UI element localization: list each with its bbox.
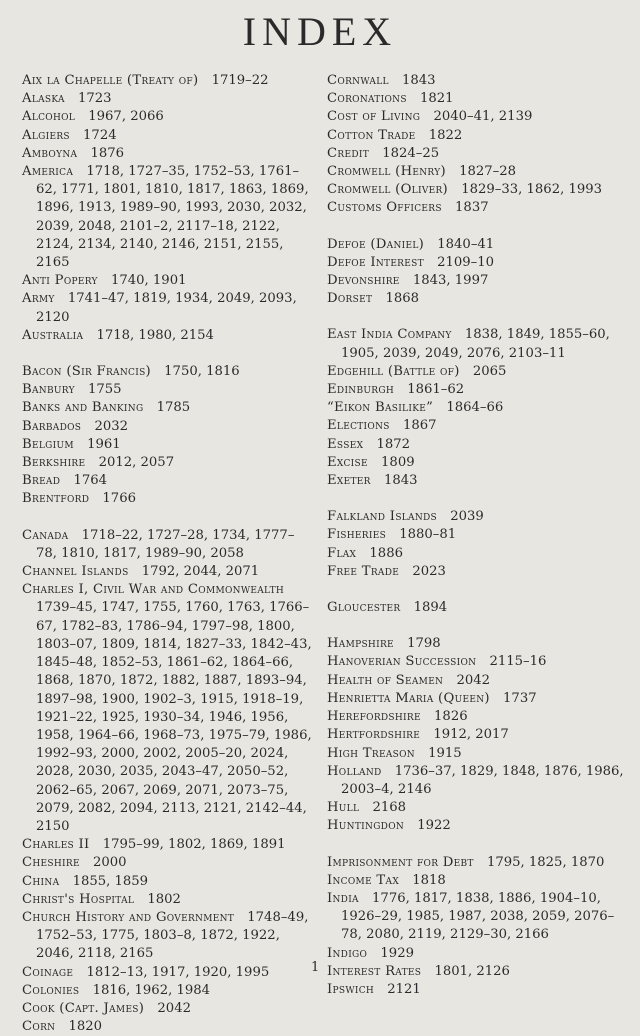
index-refs: 1855, 1859 — [72, 873, 149, 889]
index-refs: 1843 — [383, 473, 418, 489]
index-term: Excise — [327, 454, 368, 470]
index-refs: 1818 — [412, 872, 446, 888]
index-term: Algiers — [22, 127, 70, 143]
index-entry — [22, 436, 314, 454]
index-entry — [327, 290, 632, 308]
index-term: Essex — [327, 436, 364, 452]
index-refs: 1764 — [73, 473, 108, 489]
index-term: Exeter — [327, 473, 371, 489]
index-refs: 1826 — [434, 709, 468, 725]
index-refs: 1795, 1825, 1870 — [486, 854, 605, 870]
index-entry — [327, 981, 632, 999]
index-refs: 2000 — [93, 855, 127, 871]
index-refs: 1719–22 — [211, 73, 269, 88]
index-term: Christ's Hospital — [22, 891, 135, 907]
index-refs: 1861–62 — [407, 382, 465, 398]
index-refs: 1737 — [503, 690, 537, 706]
index-entry — [22, 399, 314, 417]
index-refs: 2032 — [94, 418, 128, 434]
section-gap — [327, 581, 632, 599]
index-term: East India Company — [327, 327, 452, 343]
index-refs: 1798 — [407, 636, 441, 652]
index-entry — [22, 418, 314, 436]
index-entry — [22, 472, 314, 490]
index-entry — [22, 581, 314, 836]
index-term: Holland — [327, 763, 382, 779]
index-term: Charles II — [22, 837, 90, 853]
index-entry — [22, 891, 314, 909]
index-term: Cromwell (Henry) — [327, 164, 446, 180]
index-entry — [327, 799, 632, 817]
index-refs: 1915 — [428, 745, 462, 761]
index-entry — [22, 272, 314, 290]
index-term: Income Tax — [327, 872, 400, 888]
index-term: India — [327, 890, 359, 906]
index-term: Corn — [22, 1019, 56, 1035]
page-number: 1 — [311, 960, 320, 975]
index-refs: 1922 — [417, 818, 451, 834]
index-refs: 1864–66 — [446, 400, 504, 416]
index-entry — [327, 472, 632, 490]
index-entry — [327, 163, 632, 181]
index-entry — [327, 690, 632, 708]
index-entry — [22, 145, 314, 163]
index-refs: 1837 — [455, 200, 489, 216]
index-term: Army — [22, 291, 55, 307]
index-entry — [327, 872, 632, 890]
index-term: China — [22, 873, 60, 889]
index-refs: 1872 — [376, 436, 411, 452]
index-refs: 1736–37, 1829, 1848, 1876, 1986, 2003–4, 2146 — [341, 763, 624, 797]
index-refs: 1724 — [83, 127, 117, 143]
index-term: Henrietta Maria (Queen) — [327, 690, 490, 706]
index-refs: 1718, 1727–35, 1752–53, 1761–62, 1771, 1801, 1810, 1817, 1863, 1869, 1896, 1913, 1989–90, 1993, 2030, 2032, 2039, 2048, 2101–2, 2117–18, 2122, 2124, 2134, 2140, 2146, 2151, 2155, 2165 — [36, 164, 309, 271]
index-term: Coinage — [22, 964, 74, 980]
index-entry — [327, 745, 632, 763]
index-refs: 1880–81 — [399, 527, 457, 543]
index-refs: 2042 — [456, 672, 490, 688]
index-term: Bread — [22, 473, 61, 489]
index-term: Alcohol — [22, 109, 76, 125]
index-refs: 2023 — [412, 563, 446, 579]
index-term: Cook (Capt. James) — [22, 1000, 145, 1016]
index-entry — [22, 290, 314, 326]
index-refs: 1821 — [419, 91, 454, 107]
index-column-left — [22, 72, 314, 1036]
index-term: Colonies — [22, 982, 80, 998]
index-entry — [327, 236, 632, 254]
index-refs: 1824–25 — [382, 145, 440, 161]
index-refs: 1801, 2126 — [434, 963, 510, 979]
index-refs: 1912, 2017 — [433, 727, 509, 743]
index-entry — [22, 108, 314, 126]
index-refs: 1867 — [402, 418, 437, 434]
index-term: Hampshire — [327, 636, 394, 652]
index-term: Gloucester — [327, 600, 401, 616]
index-entry — [22, 836, 314, 854]
index-refs: 1929 — [380, 945, 414, 961]
section-gap — [327, 617, 632, 635]
index-term: Huntingdon — [327, 818, 405, 834]
index-entry — [327, 508, 632, 526]
index-entry — [22, 72, 314, 90]
index-term: Berkshire — [22, 455, 86, 471]
index-term: Hull — [327, 800, 360, 816]
index-entry — [22, 964, 314, 982]
index-term: Falkland Islands — [327, 509, 438, 525]
index-term: Brentford — [22, 491, 90, 507]
index-term: Cromwell (Oliver) — [327, 182, 449, 198]
index-entry — [22, 909, 314, 964]
index-entry — [327, 963, 632, 981]
index-column-right — [327, 72, 632, 999]
index-refs: 1739–45, 1747, 1755, 1760, 1763, 1766–67, 1782–83, 1786–94, 1797–98, 1800, 1803–07, 1809, 1814, 1827–33, 1842–43, 1845–48, 1852–53, 1861–62, 1864–66, 1868, 1870, 1872, 1882, 1887, 1893–94, 1897–98, 1900, 1902–3, 1915, 1918–19, 1921–22, 1925, 1930–34, 1946, 1956, 1958, 1964–66, 1968–73, 1975–79, 1986, 1992–93, 2000, 2002, 2005–20, 2024, 2028, 2030, 2035, 2043–47, 2050–52, 2062–65, 2067, 2069, 2071, 2073–75, 2079, 2082, 2094, 2113, 2121, 2142–44, 2150 — [36, 600, 312, 834]
index-refs: 2039 — [450, 509, 484, 525]
index-entry — [327, 708, 632, 726]
index-refs: 1792, 2044, 2071 — [141, 564, 260, 580]
index-entry — [327, 363, 632, 381]
index-term: America — [22, 164, 74, 180]
index-entry — [327, 454, 632, 472]
index-refs: 1785 — [156, 400, 191, 416]
index-term: Channel Islands — [22, 564, 129, 580]
index-entry — [22, 127, 314, 145]
index-term: Amboyna — [22, 145, 78, 161]
index-term: Flax — [327, 545, 357, 561]
index-refs: 1802 — [147, 891, 181, 907]
index-refs: 2121 — [387, 981, 421, 997]
index-term: Elections — [327, 418, 390, 434]
index-refs: 1820 — [68, 1019, 103, 1035]
index-term: Anti Popery — [22, 273, 98, 289]
index-term: Alaska — [22, 91, 65, 107]
index-refs: 1961 — [87, 436, 121, 452]
index-term: Cost of Living — [327, 109, 421, 125]
index-entry — [327, 890, 632, 945]
index-refs: 1809 — [381, 454, 415, 470]
index-term: Coronations — [327, 91, 407, 107]
index-refs: 1829–33, 1862, 1993 — [461, 182, 603, 198]
index-term: Bacon (Sir Francis) — [22, 364, 151, 380]
index-refs: 1822 — [428, 127, 463, 143]
index-term: Church History and Government — [22, 909, 235, 925]
index-entry — [327, 127, 632, 145]
index-entry — [327, 381, 632, 399]
index-refs: 1843, 1997 — [412, 273, 489, 289]
index-term: High Treason — [327, 745, 415, 761]
index-term: Fisheries — [327, 527, 387, 543]
index-term: Dorset — [327, 291, 373, 307]
index-refs: 1886 — [369, 545, 403, 561]
index-term: Cheshire — [22, 855, 80, 871]
index-term: Canada — [22, 527, 69, 543]
index-term: Edgehill (Battle of) — [327, 363, 460, 379]
index-refs: 2115–16 — [489, 654, 547, 670]
index-refs: 1816, 1962, 1984 — [92, 982, 211, 998]
index-entry — [327, 199, 632, 217]
index-entry — [327, 254, 632, 272]
index-term: Hertfordshire — [327, 727, 421, 743]
index-refs: 1740, 1901 — [110, 273, 187, 289]
index-refs: 2040–41, 2139 — [433, 109, 533, 125]
index-refs: 1766 — [102, 491, 136, 507]
index-term: Cornwall — [327, 73, 389, 88]
index-entry — [327, 145, 632, 163]
index-entry — [327, 817, 632, 835]
index-refs: 1812–13, 1917, 1920, 1995 — [86, 964, 270, 980]
index-term: Aix la Chapelle (Treaty of) — [22, 73, 199, 88]
index-entry — [22, 982, 314, 1000]
index-refs: 2109–10 — [437, 254, 495, 270]
index-refs: 1868 — [385, 291, 420, 307]
index-entry — [22, 1018, 314, 1036]
index-refs: 1718, 1980, 2154 — [96, 327, 214, 343]
index-term: Indigo — [327, 945, 368, 961]
index-entry — [327, 945, 632, 963]
index-entry — [327, 599, 632, 617]
index-entry — [327, 108, 632, 126]
index-refs: 2012, 2057 — [98, 455, 175, 471]
index-entry — [22, 327, 314, 345]
index-entry — [327, 436, 632, 454]
index-entry — [327, 726, 632, 744]
index-entry — [22, 454, 314, 472]
index-entry — [327, 417, 632, 435]
index-term: Ipswich — [327, 981, 375, 997]
index-term: Customs Officers — [327, 200, 442, 216]
index-entry — [327, 181, 632, 199]
index-term: Banks and Banking — [22, 400, 144, 416]
index-entry — [22, 381, 314, 399]
index-term: Cotton Trade — [327, 127, 416, 143]
index-term: Australia — [22, 327, 84, 343]
index-refs: 1838, 1849, 1855–60, 1905, 2039, 2049, 2076, 2103–11 — [341, 327, 610, 361]
index-refs: 1750, 1816 — [164, 364, 240, 380]
index-term: Interest Rates — [327, 963, 422, 979]
index-term: Credit — [327, 145, 370, 161]
index-entry — [327, 399, 632, 417]
index-term: Belgium — [22, 436, 74, 452]
index-entry — [327, 326, 632, 362]
index-refs: 2168 — [372, 800, 406, 816]
index-entry — [327, 653, 632, 671]
index-entry — [22, 163, 314, 272]
index-refs: 1718–22, 1727–28, 1734, 1777–78, 1810, 1817, 1989–90, 2058 — [36, 527, 295, 561]
index-entry — [327, 545, 632, 563]
index-entry — [22, 563, 314, 581]
index-entry — [327, 635, 632, 653]
index-refs: 1748–49, 1752–53, 1775, 1803–8, 1872, 1922, 2046, 2118, 2165 — [36, 909, 309, 962]
index-term: Hanoverian Succession — [327, 654, 477, 670]
section-gap — [327, 490, 632, 508]
index-entry — [327, 563, 632, 581]
index-term: Defoe (Daniel) — [327, 236, 425, 252]
index-entry — [22, 490, 314, 508]
index-term: Herefordshire — [327, 709, 421, 725]
index-refs: 1894 — [413, 600, 448, 616]
index-refs: 1723 — [78, 91, 112, 107]
index-term: Defoe Interest — [327, 254, 424, 270]
index-term: Barbados — [22, 418, 82, 434]
index-refs: 1755 — [88, 382, 122, 398]
index-refs: 1967, 2066 — [88, 109, 164, 125]
index-refs: 2042 — [157, 1000, 191, 1016]
index-entry — [327, 854, 632, 872]
section-gap — [327, 218, 632, 236]
index-entry — [327, 272, 632, 290]
index-entry — [22, 90, 314, 108]
index-refs: 1840–41 — [437, 236, 495, 252]
index-term: “Eikon Basilike” — [327, 400, 434, 416]
index-term: Charles I, Civil War and Commonwealth — [22, 582, 285, 598]
index-entry — [22, 873, 314, 891]
section-gap — [327, 308, 632, 326]
index-refs: 1741–47, 1819, 1934, 2049, 2093, 2120 — [36, 291, 297, 325]
index-entry — [327, 72, 632, 90]
index-refs: 1827–28 — [459, 164, 517, 180]
section-gap — [327, 836, 632, 854]
index-term: Banbury — [22, 382, 75, 398]
index-refs: 1776, 1817, 1838, 1886, 1904–10, 1926–29, 1985, 1987, 2038, 2059, 2076–78, 2080, 2119, 2129–30, 2166 — [341, 890, 615, 943]
index-refs: 1876 — [90, 145, 125, 161]
index-entry — [327, 763, 632, 799]
index-term: Devonshire — [327, 273, 400, 289]
index-entry — [327, 672, 632, 690]
index-term: Free Trade — [327, 563, 400, 579]
index-refs: 1843 — [401, 73, 436, 88]
index-term: Edinburgh — [327, 382, 394, 398]
index-term: Health of Seamen — [327, 672, 444, 688]
index-entry — [22, 363, 314, 381]
section-gap — [22, 509, 314, 527]
index-refs: 1795–99, 1802, 1869, 1891 — [102, 837, 286, 853]
page-title: INDEX — [242, 9, 398, 54]
index-refs: 2065 — [472, 363, 507, 379]
section-gap — [22, 345, 314, 363]
index-entry — [327, 526, 632, 544]
index-entry — [22, 854, 314, 872]
index-term: Imprisonment for Debt — [327, 854, 474, 870]
index-entry — [327, 90, 632, 108]
index-entry — [22, 1000, 314, 1018]
index-entry — [22, 527, 314, 563]
